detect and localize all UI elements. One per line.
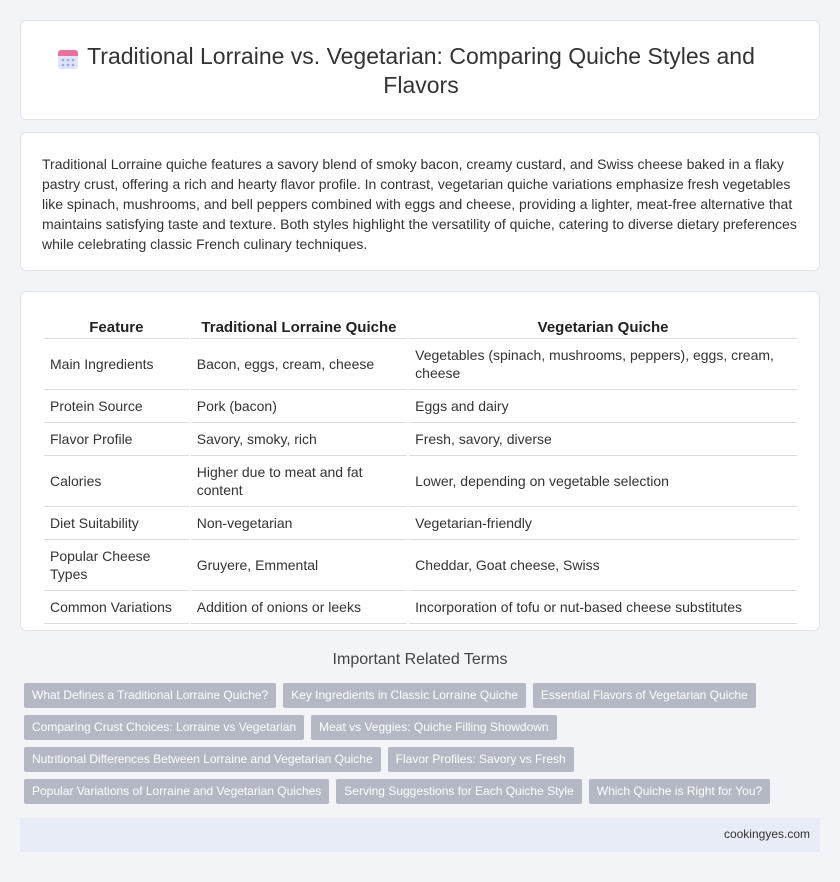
vegetarian-cell: Incorporation of tofu or nut-based cheese substitutes (409, 591, 797, 624)
comparison-table-card (20, 291, 820, 631)
lorraine-cell: Bacon, eggs, cream, cheese (191, 339, 407, 390)
related-tag-link[interactable]: Serving Suggestions for Each Quiche Style (336, 779, 581, 804)
feature-cell: Flavor Profile (44, 423, 189, 456)
site-name[interactable]: cookingyes.com (723, 827, 810, 841)
intro-paragraph: Traditional Lorraine quiche features a savory blend of smoky bacon, creamy custard, and Swiss cheese baked in a flaky pastry crust, offering a rich and hearty flavor profile. In contrast, vegetarian quiche variations emphasize fresh vegetables like spinach, mushrooms, and bell peppers combined with eggs and cheese, providing a lighter, meat-free alternative that maintains satisfying taste and texture. Both styles highlight the versatility of quiche, catering to diverse dietary preferences while celebrating classic French culinary techniques. (42, 156, 797, 252)
header-card (20, 20, 820, 120)
related-tag-link[interactable]: Popular Variations of Lorraine and Vegetarian Quiches (24, 779, 329, 804)
comparison-table (42, 313, 799, 624)
related-tags-row (24, 715, 557, 740)
related-tag-link[interactable]: Which Quiche is Right for You? (589, 779, 770, 804)
related-tag-link[interactable]: What Defines a Traditional Lorraine Quiche? (24, 683, 276, 708)
feature-cell: Calories (44, 456, 189, 507)
vegetarian-cell: Cheddar, Goat cheese, Swiss (409, 540, 797, 591)
page-title: Traditional Lorraine vs. Vegetarian: Comparing Quiche Styles and Flavors (87, 43, 755, 98)
feature-cell: Protein Source (44, 390, 189, 423)
related-tags-row (24, 683, 756, 708)
related-tags-row (24, 779, 770, 804)
vegetarian-cell: Vegetables (spinach, mushrooms, peppers), eggs, cream, cheese (409, 339, 797, 390)
feature-cell: Popular Cheese Types (44, 540, 189, 591)
related-tag-link[interactable]: Comparing Crust Choices: Lorraine vs Vegetarian (24, 715, 304, 740)
vegetarian-cell: Lower, depending on vegetable selection (409, 456, 797, 507)
vegetarian-cell: Eggs and dairy (409, 390, 797, 423)
column-header-feature: Feature (44, 313, 189, 339)
table-row (44, 540, 797, 591)
intro-card (20, 132, 820, 271)
table-row (44, 390, 797, 423)
related-tags-row (24, 747, 574, 772)
table-row (44, 423, 797, 456)
related-tag-link[interactable]: Meat vs Veggies: Quiche Filling Showdown (311, 715, 556, 740)
lorraine-cell: Savory, smoky, rich (191, 423, 407, 456)
table-header-row (44, 313, 797, 339)
vegetarian-cell: Fresh, savory, diverse (409, 423, 797, 456)
related-tag-link[interactable]: Flavor Profiles: Savory vs Fresh (388, 747, 574, 772)
related-terms-heading: Important Related Terms (332, 651, 508, 668)
lorraine-cell: Gruyere, Emmental (191, 540, 407, 591)
feature-cell: Main Ingredients (44, 339, 189, 390)
table-row (44, 456, 797, 507)
lorraine-cell: Addition of onions or leeks (191, 591, 407, 624)
column-header-lorraine: Traditional Lorraine Quiche (191, 313, 407, 339)
column-header-vegetarian: Vegetarian Quiche (409, 313, 797, 339)
footer (20, 818, 820, 852)
vegetarian-cell: Vegetarian-friendly (409, 507, 797, 540)
related-tag-link[interactable]: Key Ingredients in Classic Lorraine Quiche (283, 683, 526, 708)
table-row (44, 591, 797, 624)
related-tag-link[interactable]: Essential Flavors of Vegetarian Quiche (533, 683, 756, 708)
related-tag-link[interactable]: Nutritional Differences Between Lorraine and Vegetarian Quiche (24, 747, 381, 772)
feature-cell: Common Variations (44, 591, 189, 624)
lorraine-cell: Higher due to meat and fat content (191, 456, 407, 507)
lorraine-cell: Pork (bacon) (191, 390, 407, 423)
feature-cell: Diet Suitability (44, 507, 189, 540)
table-row (44, 507, 797, 540)
lorraine-cell: Non-vegetarian (191, 507, 407, 540)
table-row (44, 339, 797, 390)
